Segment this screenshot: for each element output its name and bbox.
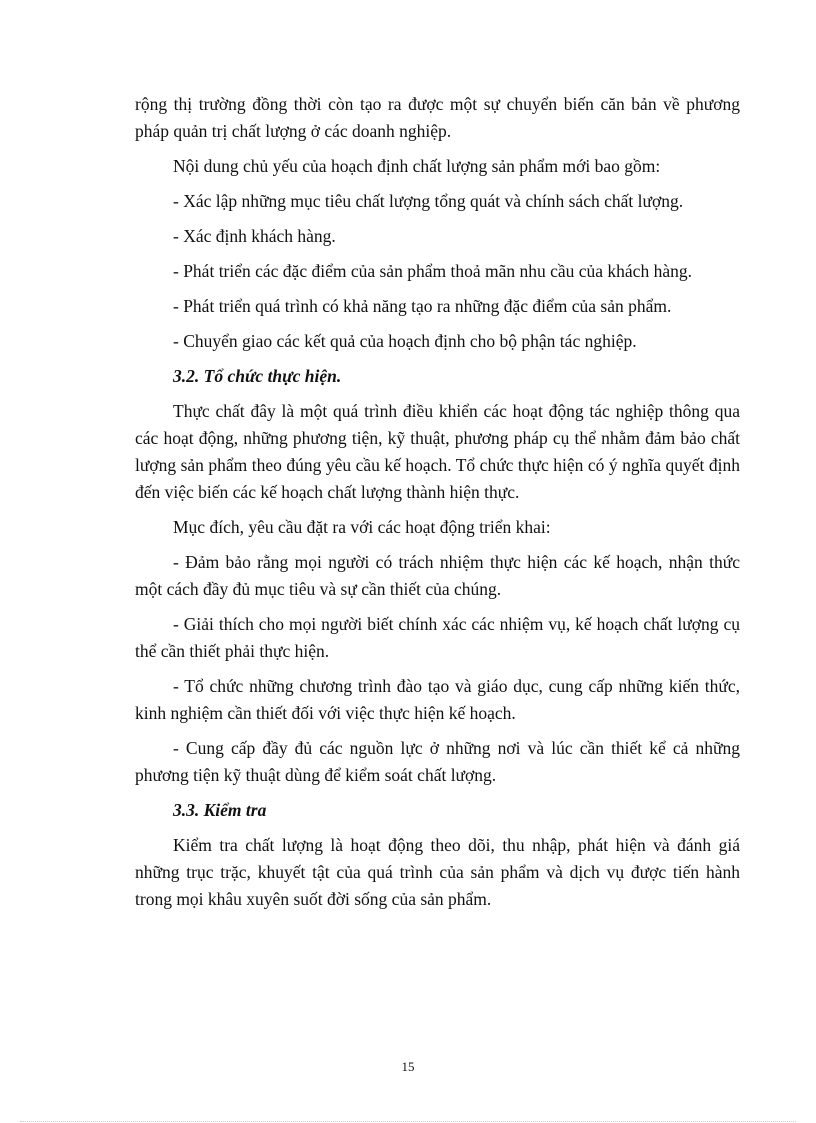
page-bottom-divider bbox=[20, 1121, 796, 1122]
body-text bbox=[135, 91, 740, 921]
list-item: - Xác lập những mục tiêu chất lượng tổng quát và chính sách chất lượng. bbox=[173, 191, 684, 211]
list-item: - Cung cấp đầy đủ các nguồn lực ở những nơi và lúc cần thiết kể cả những phương tiện kỹ thuật dùng để kiểm soát chất lượng. bbox=[135, 738, 740, 785]
paragraph-intro-content: Nội dung chủ yếu của hoạch định chất lượng sản phẩm mới bao gồm: bbox=[173, 156, 661, 176]
paragraph: Mục đích, yêu cầu đặt ra với các hoạt động triển khai: bbox=[173, 517, 551, 537]
list-item: - Giải thích cho mọi người biết chính xác các nhiệm vụ, kế hoạch chất lượng cụ thể cần thiết phải thực hiện. bbox=[135, 614, 740, 661]
list-item: - Xác định khách hàng. bbox=[173, 226, 336, 246]
page-number: 15 bbox=[401, 1059, 415, 1074]
paragraph-continuation: rộng thị trường đồng thời còn tạo ra được một sự chuyển biến căn bản về phương pháp quản trị chất lượng ở các doanh nghiệp. bbox=[135, 94, 740, 141]
list-item: - Phát triển các đặc điểm của sản phẩm thoả mãn nhu cầu của khách hàng. bbox=[173, 261, 692, 281]
list-item: - Chuyển giao các kết quả của hoạch định cho bộ phận tác nghiệp. bbox=[173, 331, 637, 351]
list-item: - Đảm bảo rằng mọi người có trách nhiệm thực hiện các kế hoạch, nhận thức một cách đầy đủ mục tiêu và sự cần thiết của chúng. bbox=[135, 552, 740, 599]
paragraph: Thực chất đây là một quá trình điều khiển các hoạt động tác nghiệp thông qua các hoạt động, những phương tiện, kỹ thuật, phương pháp cụ thể nhằm đảm bảo chất lượng sản phẩm theo đúng yêu cầu kế hoạch. Tổ chức thực hiện có ý nghĩa quyết định đến việc biến các kế hoạch chất lượng thành hiện thực. bbox=[135, 401, 740, 502]
section-heading: 3.2. Tổ chức thực hiện. bbox=[173, 366, 342, 386]
list-item: - Phát triển quá trình có khả năng tạo ra những đặc điểm của sản phẩm. bbox=[173, 296, 672, 316]
paragraph: Kiểm tra chất lượng là hoạt động theo dõi, thu nhập, phát hiện và đánh giá những trục trặc, khuyết tật của quá trình của sản phẩm và dịch vụ được tiến hành trong mọi khâu xuyên suốt đời sống của sản phẩm. bbox=[135, 835, 740, 909]
section-heading: 3.3. Kiểm tra bbox=[173, 800, 267, 820]
list-item: - Tổ chức những chương trình đào tạo và giáo dục, cung cấp những kiến thức, kinh nghiệm cần thiết đối với việc thực hiện kế hoạch. bbox=[135, 676, 740, 723]
